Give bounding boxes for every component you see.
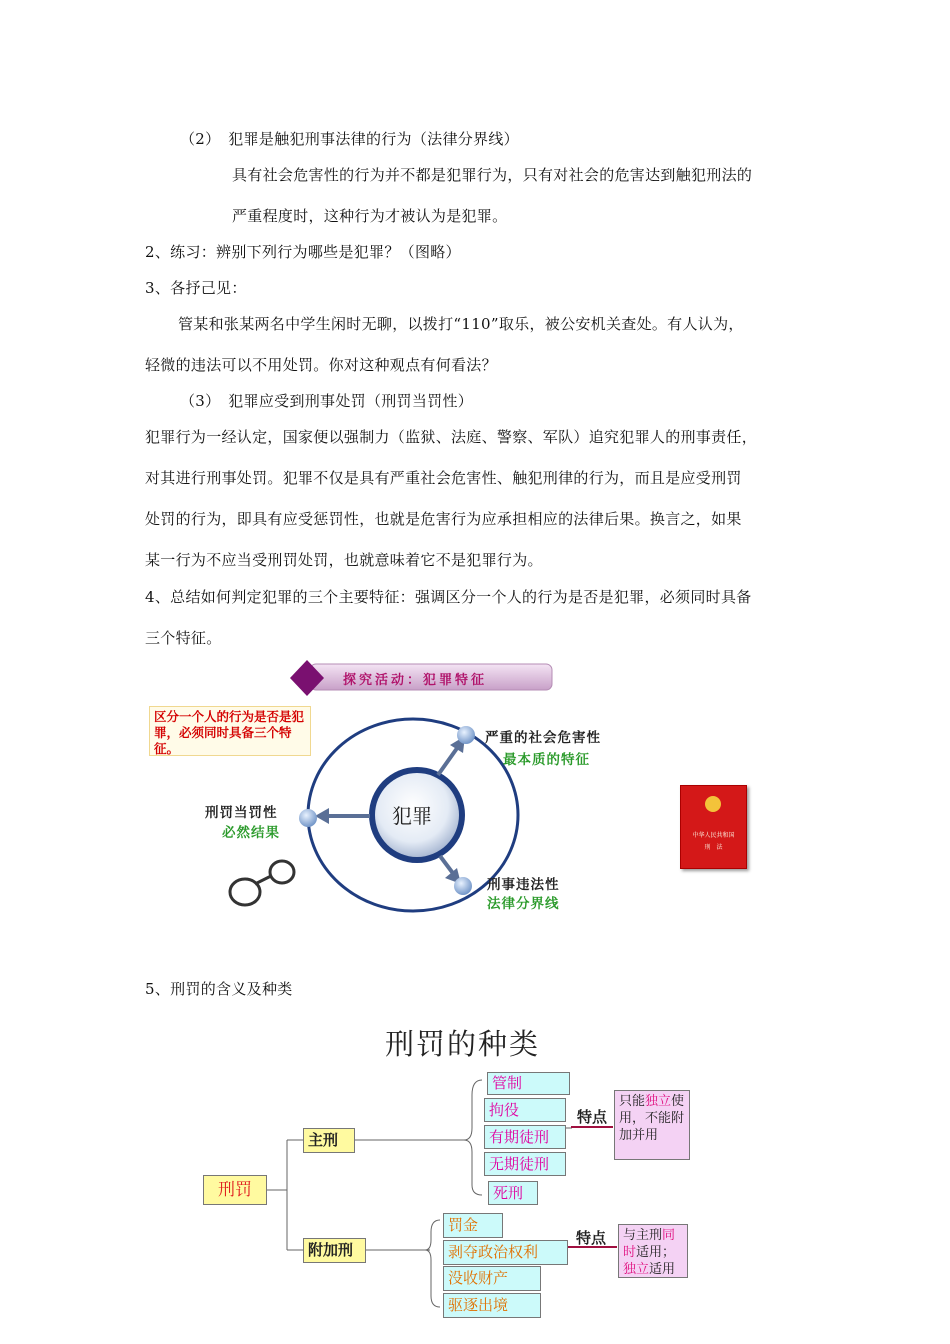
paragraph: 管某和张某两名中学生闲时无聊，以拨打“110”取乐，被公安机关查处。有人认为， <box>178 315 744 333</box>
paragraph: 处罚的行为，即具有应受惩罚性，也就是危害行为应承担相应的法律后果。换言之，如果 <box>145 510 742 528</box>
punishment-types-title: 刑罚的种类 <box>385 1027 541 1061</box>
additional-item: 剥夺政治权利 <box>443 1240 568 1265</box>
book-title-line2: 刑 法 <box>704 844 723 851</box>
paragraph: 三个特征。 <box>145 629 222 647</box>
paragraph: 对其进行刑事处罚。犯罪不仅是具有严重社会危害性、触犯刑律的行为，而且是应受刑罚 <box>145 469 742 487</box>
feature-punishability-sub: 必然结果 <box>222 825 280 841</box>
note-text: 与主刑 <box>623 1228 663 1243</box>
additional-item: 驱逐出境 <box>443 1293 541 1318</box>
additional-punishment-node: 附加刑 <box>303 1238 366 1263</box>
section-5-heading: 5、刑罚的含义及种类 <box>145 980 293 998</box>
main-punishment-node: 主刑 <box>303 1128 355 1153</box>
callout-note: 区分一个人的行为是否是犯罪，必须同时具备三个特征。 <box>149 706 311 756</box>
paragraph: 具有社会危害性的行为并不都是犯罪行为，只有对社会的危害达到触犯刑法的 <box>232 166 753 184</box>
paragraph: 某一行为不应当受刑罚处罚，也就意味着它不是犯罪行为。 <box>145 551 543 569</box>
main-item: 无期徒刑 <box>484 1152 566 1176</box>
note-highlight: 独立 <box>645 1094 672 1109</box>
main-feature-label: 特点 <box>577 1108 608 1126</box>
punishment-root-node: 刑罚 <box>203 1175 267 1205</box>
exercise-heading: 2、练习：辨别下列行为哪些是犯罪？（图略） <box>145 243 461 261</box>
main-item: 有期徒刑 <box>484 1125 566 1149</box>
main-item: 管制 <box>487 1072 570 1095</box>
additional-feature-label: 特点 <box>576 1229 607 1247</box>
paragraph: 犯罪行为一经认定，国家便以强制力（监狱、法庭、警察、军队）追究犯罪人的刑事责任， <box>145 428 758 446</box>
additional-feature-note <box>618 1224 688 1278</box>
paragraph: 轻微的违法可以不用处罚。你对这种观点有何看法？ <box>145 356 497 374</box>
note-text: 只能 <box>619 1094 646 1109</box>
section-3-2-heading: （2） 犯罪是触犯刑事法律的行为（法律分界线） <box>180 130 519 148</box>
additional-item: 没收财产 <box>443 1266 541 1291</box>
note-highlight: 同时 <box>623 1228 676 1260</box>
section-3-3-heading: （3） 犯罪应受到刑事处罚（刑罚当罚性） <box>180 392 474 410</box>
main-feature-note <box>614 1090 690 1160</box>
banner-title: 探究活动：犯罪特征 <box>343 673 488 688</box>
discussion-heading: 3、各抒己见： <box>145 279 247 297</box>
paragraph: 严重程度时，这种行为才被认为是犯罪。 <box>232 207 508 225</box>
feature-illegality-sub: 法律分界线 <box>487 896 560 912</box>
feature-social-harm-sub: 最本质的特征 <box>503 752 590 768</box>
book-title-line1: 中华人民共和国 <box>692 832 735 839</box>
note-highlight: 独立 <box>623 1262 650 1277</box>
center-label: 犯罪 <box>392 804 432 828</box>
note-text: 适用 <box>649 1262 676 1277</box>
feature-social-harm: 严重的社会危害性 <box>485 730 601 746</box>
feature-illegality: 刑事违法性 <box>487 877 560 893</box>
summary-heading: 4、总结如何判定犯罪的三个主要特征：强调区分一个人的行为是否是犯罪，必须同时具备 <box>145 588 752 606</box>
main-item: 死刑 <box>488 1181 538 1205</box>
note-text: 适用； <box>636 1245 676 1260</box>
feature-punishability: 刑罚当罚性 <box>205 805 278 821</box>
additional-item: 罚金 <box>443 1213 503 1238</box>
note-text: 使用，不能附加并用 <box>619 1094 685 1143</box>
main-item: 拘役 <box>484 1098 566 1122</box>
